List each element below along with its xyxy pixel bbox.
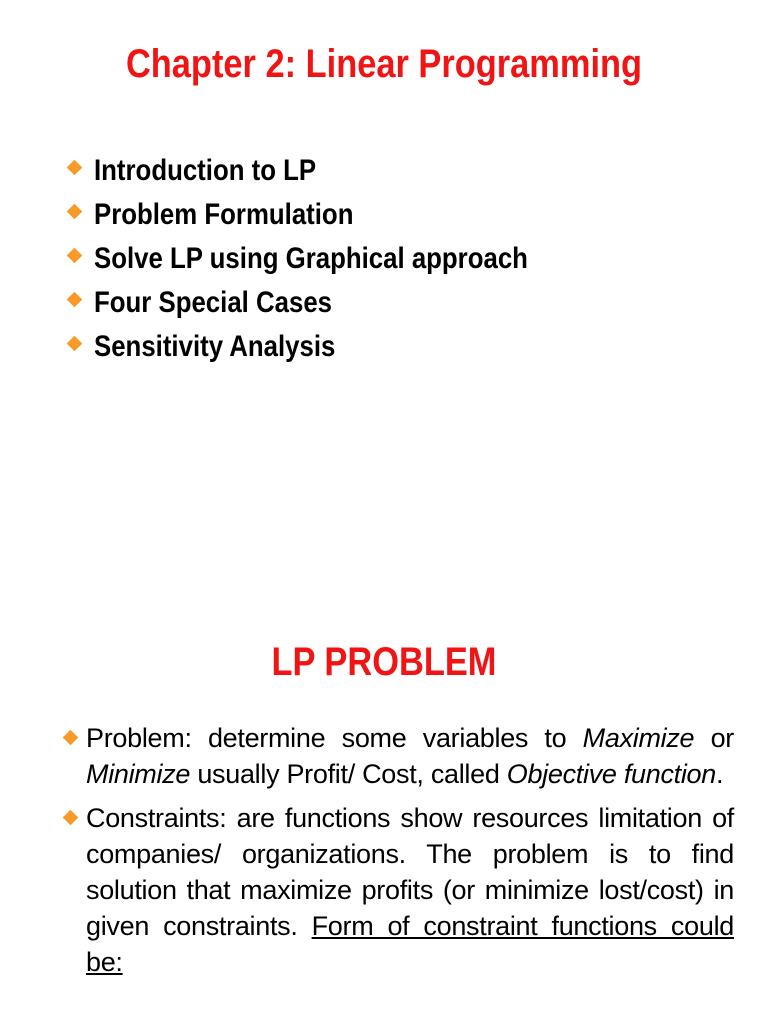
topic-list xyxy=(66,152,599,372)
text-run: Problem: determine some variables to xyxy=(86,723,583,753)
topic-label: Solve LP using Graphical approach xyxy=(94,242,528,275)
section-title: LP PROBLEM xyxy=(271,640,497,684)
constraints-paragraph xyxy=(86,800,734,980)
topic-item xyxy=(66,196,599,240)
diamond-bullet-icon xyxy=(67,248,83,264)
topic-label: Four Special Cases xyxy=(94,286,333,319)
topic-label: Problem Formulation xyxy=(94,198,354,231)
topic-item xyxy=(66,240,599,284)
diamond-bullet-icon xyxy=(67,292,83,308)
diamond-bullet-icon xyxy=(67,336,83,352)
text-run: or xyxy=(694,723,734,753)
paragraph-item-objective xyxy=(62,720,734,792)
text-run: . xyxy=(715,759,724,789)
topic-item xyxy=(66,284,599,328)
diamond-bullet-icon xyxy=(67,160,83,176)
text-run: Constraints: are functions show resources limitation of companies/ organizations. The problem is to find solution that maximize profits (or minimize lost/cost) in given constraints. xyxy=(86,803,734,941)
maximize-term: Maximize xyxy=(582,723,695,753)
topic-item xyxy=(66,152,599,196)
paragraph-list xyxy=(62,720,734,988)
diamond-bullet-icon xyxy=(63,730,79,746)
paragraph-item-constraints xyxy=(62,800,734,980)
topic-label: Introduction to LP xyxy=(94,154,317,187)
topic-label: Sensitivity Analysis xyxy=(94,330,336,363)
diamond-bullet-icon xyxy=(67,204,83,220)
objective-function-term: Objective function xyxy=(506,759,716,789)
topic-item xyxy=(66,328,599,372)
constraint-form-underlined: Form of constraint functions could be: xyxy=(86,911,734,977)
objective-paragraph xyxy=(86,720,734,792)
minimize-term: Minimize xyxy=(86,759,191,789)
diamond-bullet-icon xyxy=(63,810,79,826)
slide-lp-problem xyxy=(0,590,768,1024)
text-run: usually Profit/ Cost, called xyxy=(190,759,507,789)
chapter-title: Chapter 2: Linear Programming xyxy=(125,42,643,86)
